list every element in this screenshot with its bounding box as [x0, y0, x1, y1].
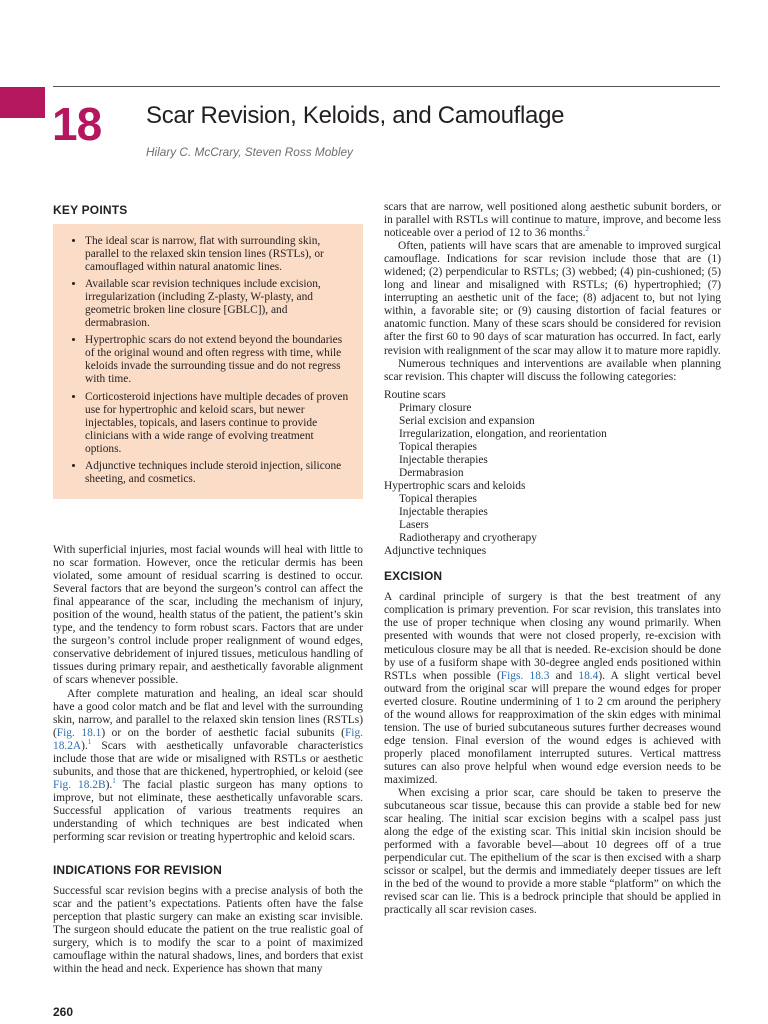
text-run: Scars with aesthetically unfavorable characteristics include those that are wide or misaligned with RSTLs or aesthetic subunits, and those that are thickened, hypertrophied, or keloid (see [53, 739, 363, 778]
list-item: Dermabrasion [399, 466, 464, 479]
key-point-item: • Corticosteroid injections have multiple decades of proven use for hypertrophic and keloid scars, but newer injectables, topicals, and lasers continue to provide clinicians with a wide range of evolving treatment options. [85, 391, 351, 456]
ideal-scar-paragraph [53, 688, 363, 845]
indications-paragraph: Successful scar revision begins with a precise analysis of both the scar and the patient’s expectations. Patients often have the false perception that plastic surgery can make an existing scar invisible. The surgeon should educate the patient on the true realistic goal of surgery, which is to modify the scar to a point of maximized camouflage within the natural shadows, lines, and borders that exist within the head and neck. Experience has shown that many [53, 885, 363, 976]
list-item: Injectable therapies [399, 506, 488, 519]
categories-list [384, 389, 721, 559]
key-point-item: • Hypertrophic scars do not extend beyond the boundaries of the original wound and often regress with time, while keloids invade the surrounding tissue and do not regress with time. [85, 334, 351, 386]
list-item: Topical therapies [399, 493, 477, 506]
text-run: and [549, 669, 579, 682]
key-points-list [65, 235, 351, 486]
text-run: ). [81, 739, 88, 752]
left-column [53, 544, 363, 976]
list-item: Injectable therapies [399, 453, 488, 466]
key-point-item: • Available scar revision techniques include excision, irregularization (including Z-plasty, W-plasty, and geometric broken line closure [GBLC]), and dermabrasion. [85, 278, 351, 330]
chapter-number: 18 [52, 98, 102, 150]
text-run: ) or on the border of aesthetic facial subunits ( [101, 726, 345, 739]
intro-paragraph: With superficial injuries, most facial wounds will heal with little to no scar formation. However, once the reticular dermis has been violated, some amount of residual scarring is destined to occur. Several factors that are beyond the surgeon’s control can affect the final appearance of the scar, including the mechanism of injury, position of the wound, health status of the patient, the patient’s skin type, and the tendency to form robust scars. Factors that are under the surgeon’s control include proper realignment of wound edges, conservative debridement of injured tissues, meticulous handling of tissues during primary repair, and aesthetically favorable alignment of scars whenever possible. [53, 544, 363, 687]
citation-link[interactable]: 1 [112, 777, 116, 786]
text-run: ). [105, 778, 113, 791]
figure-link[interactable]: Fig. 18.2A [53, 726, 363, 752]
techniques-intro-paragraph: Numerous techniques and interventions are available when planning scar revision. This chapter will discuss the following categories: [384, 357, 721, 383]
figure-link[interactable]: 18.4 [578, 669, 599, 682]
continuation-paragraph [384, 201, 721, 240]
page-number: 260 [53, 1005, 74, 1019]
indications-list-paragraph: Often, patients will have scars that are amenable to improved surgical camouflage. Indications for scar revision include those that are (1) widened; (2) perpendicular to RSTLs; (3) webbed; (4) pin-cushioned; (5) long and linear and misaligned with RSTLs; (6) hypertrophied; (7) interrupting an aesthetic unit of the face; (8) adjacent to, but not lying within, a favorable site; or (9) causing distortion of facial features or anatomic function. Many of these scars should be considered for revision after the first 60 to 90 days of scar maturation has occurred. In fact, early revision with realignment of the scar may allow it to mature more rapidly. [384, 240, 721, 357]
list-item: Adjunctive techniques [384, 545, 487, 558]
prior-scar-paragraph: When excising a prior scar, care should be taken to preserve the subcutaneous scar tissue, because this can provide a stable bed for new scar healing. The initial scar excision begins with a scalpel pass just along the edge of the existing scar. This initial skin incision should be performed with a favorable bevel—about 10 degrees off of a true perpendicular cut. The epithelium of the scar is then excised with a sharp scissor or scalpel, but the dermis and immediately deeper tissues are left in the bed of the wound to provide a more stable “platform” on which the revised scar can lie. This is a bedrock principle that should be applied in practically all scar revision cases. [384, 787, 721, 917]
list-item: Hypertrophic scars and keloids [384, 479, 526, 492]
list-item: Primary closure [399, 401, 472, 414]
text-run: A cardinal principle of surgery is that the best treatment of any complication is primary prevention. For scar revision, this translates into the use of proper technique when closing any wound primarily. When presented with wounds that were not closed properly, re-excision with meticulous closure may be all that is needed. Re-excision should be done by use of a fusiform shape with 30-degree angled ends positioned within RSTLs when possible ( [384, 591, 721, 682]
text-run: The facial plastic surgeon has many options to improve, but not eliminate, these aesthetically unfavorable scars. Successful application of various treatments requires an understanding of which techniques are best indicated when performing scar revision or treating hypertrophic and keloid scars. [53, 778, 364, 844]
chapter-title: Scar Revision, Keloids, and Camouflage [146, 102, 565, 129]
chapter-authors: Hilary C. McCrary, Steven Ross Mobley [146, 145, 353, 159]
list-item: Lasers [399, 519, 429, 532]
list-item: Serial excision and expansion [399, 414, 535, 427]
figure-link[interactable]: Figs. 18.3 [500, 669, 550, 682]
list-item: Routine scars [384, 388, 446, 401]
header-rule [53, 86, 720, 87]
chapter-color-tab [0, 87, 45, 118]
citation-link[interactable]: 2 [585, 225, 589, 234]
text-run: scars that are narrow, well positioned along aesthetic subunit borders, or in parallel with RSTLs will continue to mature, improve, and become less noticeable over a period of 12 to 36 months. [384, 201, 721, 240]
figure-link[interactable]: Fig. 18.2B [53, 778, 106, 791]
text-run: ). A slight vertical bevel outward from the original scar will prepare the wound edges for proper everted closure. Routine undermining of 1 to 2 cm around the periphery of the wound allows for reapproximation of the skin edges with minimal tension. The use of buried subcutaneous sutures further decreases wound edge tension. Final eversion of the wound edges is achieved with properly placed monofilament interrupted sutures. Vertical mattress sutures can also prove helpful when wound edge eversion needs to be maximized. [384, 669, 721, 786]
citation-link[interactable]: 1 [87, 737, 92, 746]
key-point-item: • The ideal scar is narrow, flat with surrounding skin, parallel to the relaxed skin tension lines (RSTLs), or camouflaged within natural anatomic lines. [85, 235, 351, 274]
text-run: After complete maturation and healing, an ideal scar should have a good color match and be flat and level with the surrounding skin, narrow, and parallel to the relaxed skin tension lines (RSTLs) ( [53, 687, 363, 739]
excision-heading: EXCISION [384, 569, 443, 584]
figure-link[interactable]: Fig. 18.1 [56, 726, 102, 739]
list-item: Irregularization, elongation, and reorientation [399, 427, 607, 440]
list-item: Radiotherapy and cryotherapy [399, 532, 537, 545]
right-column [384, 201, 721, 917]
indications-heading: INDICATIONS FOR REVISION [53, 863, 222, 878]
list-item: Topical therapies [399, 440, 477, 453]
excision-paragraph [384, 591, 721, 787]
key-points-heading: KEY POINTS [53, 203, 128, 217]
key-point-item: • Adjunctive techniques include steroid injection, silicone sheeting, and cosmetics. [85, 460, 351, 486]
key-points-box [53, 224, 363, 499]
